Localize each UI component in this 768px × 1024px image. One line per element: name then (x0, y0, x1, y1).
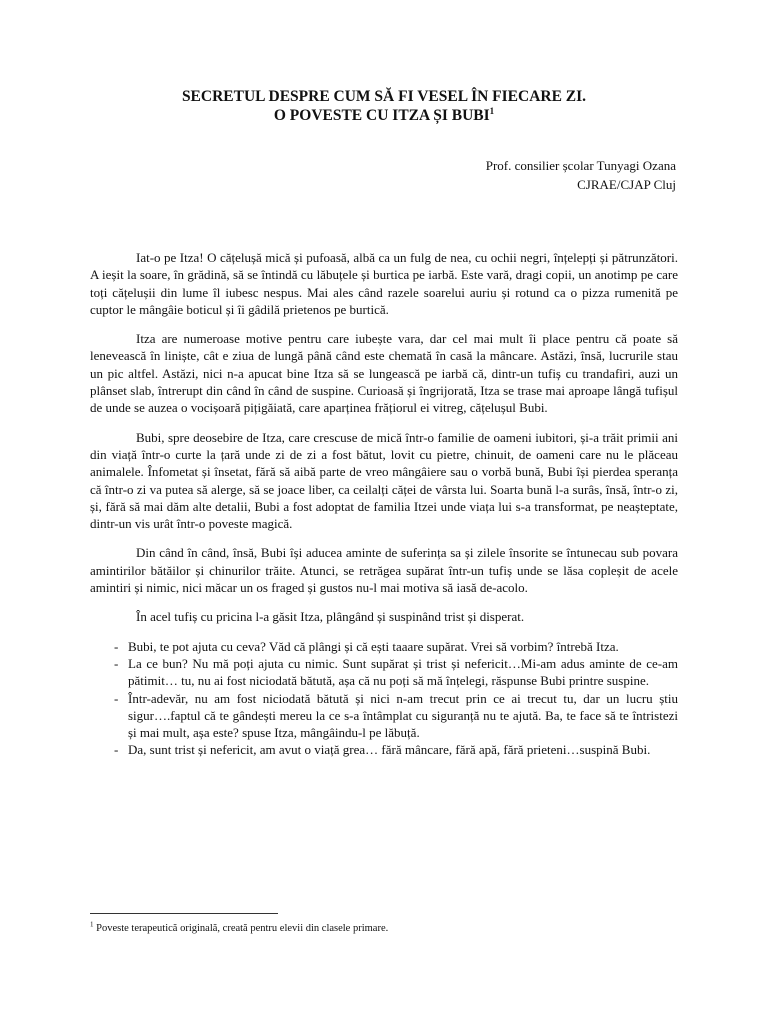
footnote-separator (90, 913, 278, 914)
footnote-text: Poveste terapeutică originală, creată pentru elevii din clasele primare. (96, 923, 389, 934)
paragraph: Iat-o pe Itza! O cățelușă mică și pufoasă, albă ca un fulg de nea, cu ochii negri, înțelepți și pătrunzători. A ieșit la soare, în grădină, să se întindă cu lăbuțele și burtica pe iarbă. Este vară, dragi copii, un anotimp pe care toți cățelușii din lume îl iubesc nespus. Mai ales când razele soarelui auriu și rotund ca o pizza rumenită pe cuptor le mângâie boticul și îi gâdilă prietenos pe burtică. (90, 250, 678, 317)
paragraph: Itza are numeroase motive pentru care iubește vara, dar cel mai mult îi place pentru că poate să lenevească în liniște, cât e ziua de lungă până când este chemată în casă la mâncare. Astăzi, însă, lucrurile stau un pic altfel. Astăzi, nici n-a apucat bine Itza să se lungească pe iarbă că, dintr-un tufiș cu trandafiri, auzi un plânset slab, întrerupt din când în când de suspine. Curioasă și îngrijorată, Itza se trase mai aproape lângă tufișul de unde se auzea o vocișoară pițigăiată, care aparținea frățiorul ei vitreg, cățelușul Bubi. (90, 331, 678, 416)
dialog-line (90, 655, 678, 690)
dialog-list (90, 638, 678, 759)
dialog-line (90, 741, 678, 758)
dialog-text: Bubi, te pot ajuta cu ceva? Văd că plângi și că ești taaare supărat. Vrei să vorbim? întrebă Itza. (128, 638, 619, 654)
dialog-text: Într-adevăr, nu am fost niciodată bătută și nici n-am trecut prin ce ai trecut tu, dar un lucru știu sigur….faptul că te gândești mereu la ce s-a întâmplat cu siguranță nu te ajută. Ba, te face să te întristezi și mai mult, așa este? spuse Itza, mângâindu-l pe lăbuță. (128, 690, 678, 741)
dialog-dash: - (114, 690, 119, 706)
paragraph: Bubi, spre deosebire de Itza, care crescuse de mică într-o familie de oameni iubitori, și-a trăit primii ani din viață într-o curte la țară unde zi de zi a fost bătut, lovit cu pietre, chinuit, de oameni care nu le plăceau animalele. Înfometat și însetat, fără să aibă parte de vreo mângâiere sau o vorbă bună, Bubi își pierdea speranța că într-o zi va putea să alerge, să se joace liber, ca ceilalți căței de vârsta lui. Soarta bună l-a surâs, însă, într-o zi, și, fără să mai dăm alte detalii, Bubi a fost adoptat de familia Itzei unde viața lui s-a transformat, pe neașteptate, dintr-un vis urât într-o poveste magică. (90, 429, 678, 532)
author-name: Prof. consilier școlar Tunyagi Ozana (485, 158, 676, 173)
dialog-text: La ce bun? Nu mă poți ajuta cu nimic. Sunt supărat și trist și nefericit…Mi-am adus aminte de ce-am pătimit… tu, nu ai fost niciodată bătută, așa că nu poți să mă înțelegi, răspunse Bubi printre suspine. (128, 655, 678, 689)
paragraph: Din când în când, însă, Bubi își aducea aminte de suferința sa și zilele însorite se întunecau sub povara amintirilor bătăilor și chinurilor trăite. Atunci, se retrăgea supărat într-un tufiș unde se lăsa copleșit de acele amintiri și nimic, nici măcar un os fraged și gustos nu-l mai motiva să iasă de-acolo. (90, 545, 678, 596)
author-institution: CJRAE/CJAP Cluj (577, 177, 676, 192)
dialog-dash: - (114, 638, 119, 654)
title-line-2-text: O POVESTE CU ITZA ȘI BUBI (273, 107, 490, 124)
title-line-2 (90, 106, 678, 125)
dialog-dash: - (114, 742, 119, 758)
author-block (486, 156, 676, 194)
footnote (90, 922, 388, 935)
dialog-dash: - (114, 655, 119, 671)
dialog-line (90, 690, 678, 742)
footnote-mark: 1 (90, 920, 94, 929)
story-body (90, 249, 678, 759)
dialog-text: Da, sunt trist și nefericit, am avut o viață grea… fără mâncare, fără apă, fără prieteni…suspină Bubi. (128, 742, 651, 758)
paragraph: În acel tufiș cu pricina l-a găsit Itza, plângând și suspinând trist și disperat. (136, 609, 525, 625)
title-line-1: SECRETUL DESPRE CUM SĂ FI VESEL ÎN FIECARE ZI. (181, 88, 587, 105)
dialog-line (90, 638, 678, 655)
document-title (90, 87, 678, 125)
title-footnote-mark: 1 (489, 105, 495, 116)
